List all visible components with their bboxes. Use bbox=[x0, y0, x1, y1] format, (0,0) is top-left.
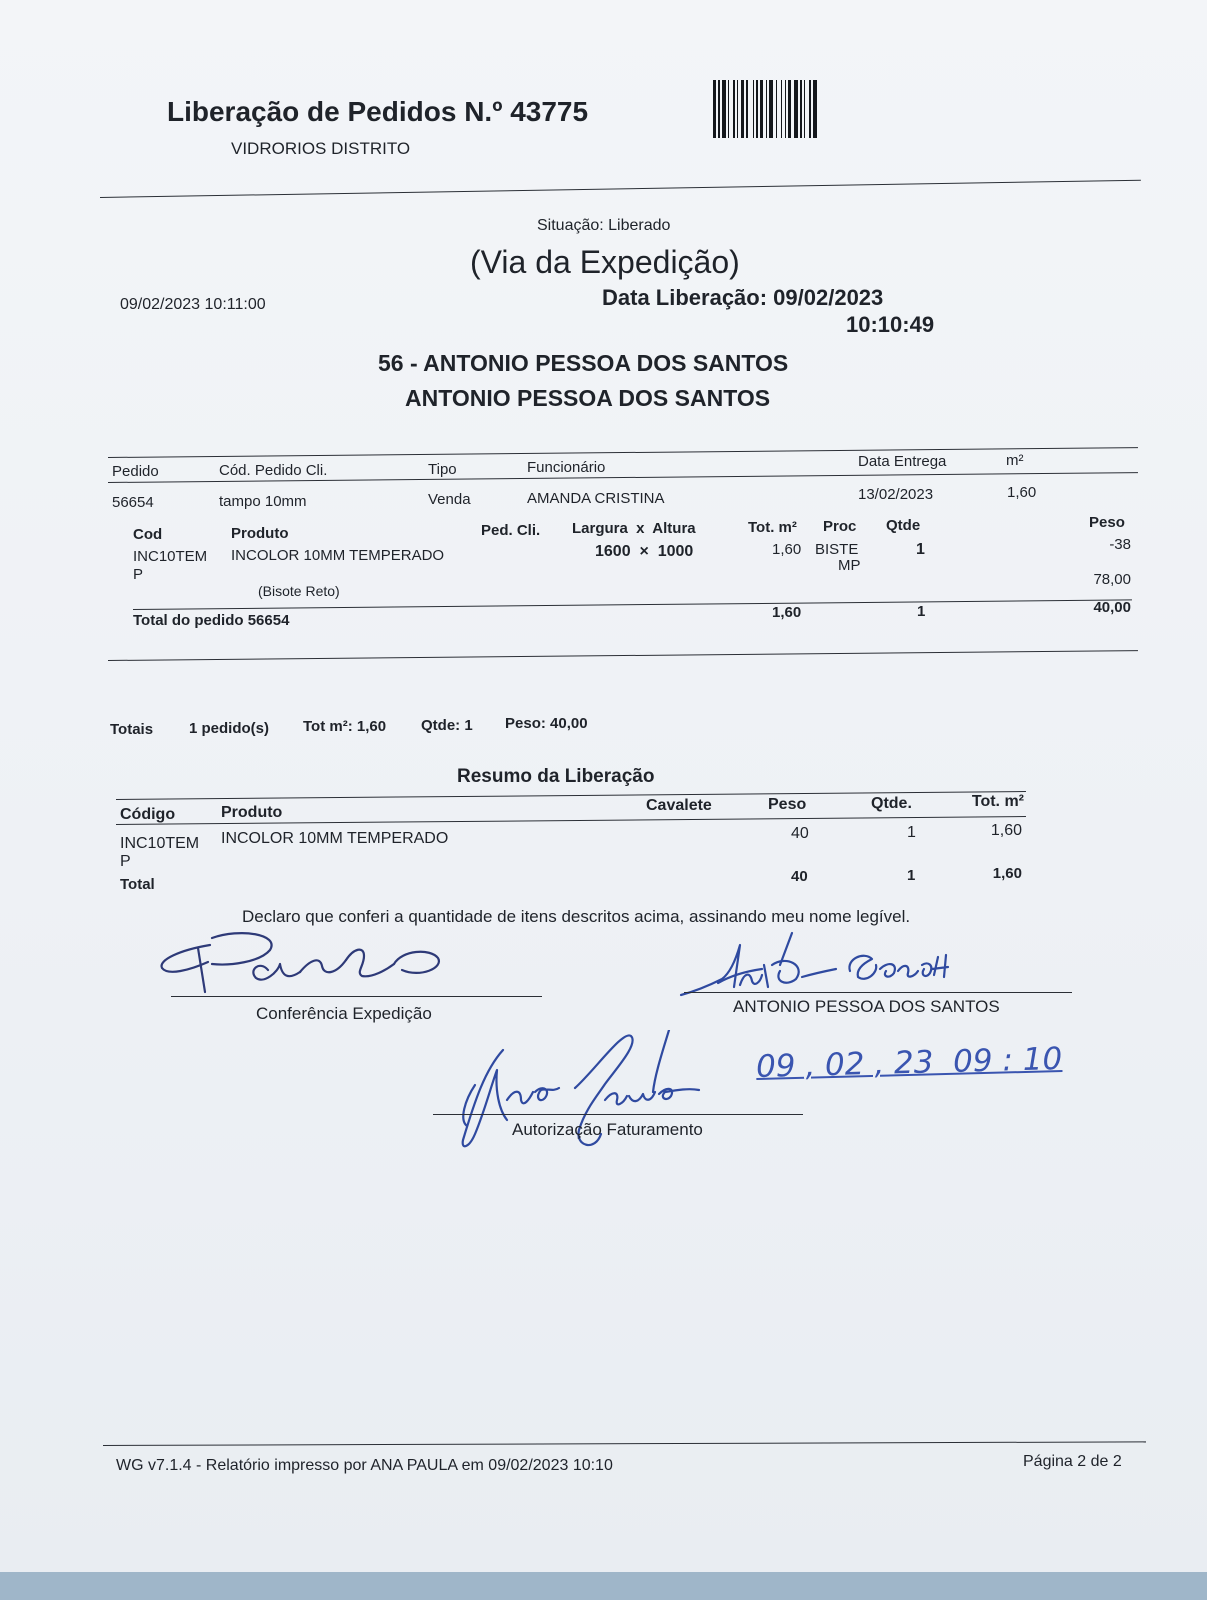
item-header-peso: Peso bbox=[1089, 514, 1125, 531]
situacao-status: Situação: Liberado bbox=[537, 217, 671, 234]
col-header-tipo: Tipo bbox=[428, 461, 457, 478]
order-total-qtde: 1 bbox=[917, 603, 926, 620]
barcode-bar bbox=[746, 80, 748, 138]
printed-datetime: 09/02/2023 10:11:00 bbox=[120, 296, 266, 313]
item-header-cod: Cod bbox=[133, 526, 163, 543]
summary-header-qtde: Qtde. bbox=[871, 795, 912, 812]
order-total-rule bbox=[133, 599, 1132, 610]
conferencia-line bbox=[171, 996, 542, 997]
barcode-bar bbox=[760, 80, 763, 138]
summary-tot-m2: 1,60 bbox=[990, 822, 1022, 839]
totals-qtde: Qtde: 1 bbox=[421, 717, 473, 734]
summary-header-tot-m2: Tot. m² bbox=[971, 793, 1024, 810]
order-pedido: 56654 bbox=[112, 494, 154, 511]
summary-total-qtde: 1 bbox=[907, 867, 916, 884]
summary-codigo-line1: INC10TEM bbox=[120, 835, 200, 852]
barcode-bar bbox=[766, 80, 767, 138]
item-header-produto: Produto bbox=[231, 525, 289, 542]
barcode-bar bbox=[781, 80, 782, 138]
barcode-bar bbox=[776, 80, 777, 138]
summary-header-cavalete: Cavalete bbox=[646, 797, 712, 814]
summary-header-produto: Produto bbox=[221, 804, 283, 821]
item-produto: INCOLOR 10MM TEMPERADO bbox=[231, 547, 445, 564]
col-header-m2: m² bbox=[1006, 452, 1024, 469]
order-data-entrega: 13/02/2023 bbox=[858, 486, 934, 503]
summary-produto: INCOLOR 10MM TEMPERADO bbox=[221, 830, 449, 847]
item-proc-line1: BISTE bbox=[815, 541, 859, 558]
col-header-funcionario: Funcionário bbox=[527, 459, 606, 476]
client-signature-label: ANTONIO PESSOA DOS SANTOS bbox=[733, 997, 1000, 1016]
totals-peso: Peso: 40,00 bbox=[505, 715, 588, 732]
autorizacao-line bbox=[433, 1114, 803, 1115]
item-note: (Bisote Reto) bbox=[258, 583, 340, 599]
client-name-line2: ANTONIO PESSOA DOS SANTOS bbox=[405, 385, 771, 411]
item-header-proc: Proc bbox=[823, 518, 857, 535]
order-cod-pedido-cli: tampo 10mm bbox=[219, 493, 307, 510]
header-divider bbox=[100, 180, 1141, 198]
conferencia-label: Conferência Expedição bbox=[256, 1004, 432, 1023]
summary-header-peso: Peso bbox=[768, 796, 807, 813]
barcode bbox=[713, 80, 898, 147]
via-label: (Via da Expedição) bbox=[470, 244, 740, 280]
declaration-text: Declaro que conferi a quantidade de itens descritos acima, assinando meu nome legível. bbox=[242, 907, 911, 926]
footer-page: Página 2 de 2 bbox=[1023, 1453, 1122, 1470]
summary-total-peso: 40 bbox=[791, 868, 808, 885]
autorizacao-signature bbox=[455, 1030, 715, 1160]
item-dimensions: 1600 × 1000 bbox=[595, 543, 694, 560]
item-header-largura-altura: Largura x Altura bbox=[572, 520, 696, 537]
item-qtde: 1 bbox=[916, 541, 925, 558]
col-header-pedido: Pedido bbox=[112, 463, 159, 480]
footer-rule bbox=[103, 1441, 1146, 1446]
item-peso-top: -38 bbox=[1109, 536, 1131, 553]
order-total-label: Total do pedido 56654 bbox=[133, 612, 290, 629]
order-table-top-rule bbox=[108, 447, 1138, 458]
item-header-tot-m2: Tot. m² bbox=[748, 519, 797, 536]
barcode-bar bbox=[756, 80, 758, 138]
barcode-bar bbox=[728, 80, 729, 138]
item-cod-line1: INC10TEM bbox=[133, 548, 208, 565]
barcode-bar bbox=[813, 80, 817, 138]
summary-total-label: Total bbox=[120, 876, 155, 893]
order-total-tot-m2: 1,60 bbox=[772, 604, 802, 621]
totals-label: Totais bbox=[110, 721, 154, 738]
col-header-cod-pedido-cli: Cód. Pedido Cli. bbox=[219, 462, 328, 479]
conferencia-signature bbox=[150, 920, 460, 1000]
barcode-bar bbox=[733, 80, 735, 138]
order-total-peso: 40,00 bbox=[1093, 599, 1131, 616]
barcode-bar bbox=[722, 80, 726, 138]
summary-codigo-line2: P bbox=[120, 853, 131, 870]
item-cod-line2: P bbox=[133, 566, 144, 583]
order-tipo: Venda bbox=[428, 491, 471, 508]
handwritten-date: 09 , 02 , 23 09 : 10 bbox=[755, 1040, 1063, 1086]
barcode-bar bbox=[741, 80, 744, 138]
company-name: VIDRORIOS DISTRITO bbox=[231, 139, 411, 158]
barcode-bar bbox=[800, 80, 802, 138]
client-name-line1: 56 - ANTONIO PESSOA DOS SANTOS bbox=[378, 350, 789, 376]
barcode-bar bbox=[753, 80, 754, 138]
barcode-bar bbox=[769, 80, 773, 138]
item-tot-m2: 1,60 bbox=[772, 541, 802, 558]
barcode-bar bbox=[737, 80, 738, 138]
footer-printed-by: WG v7.1.4 - Relatório impresso por ANA PAULA em 09/02/2023 10:10 bbox=[116, 1457, 613, 1474]
barcode-bar bbox=[794, 80, 798, 138]
barcode-bar bbox=[809, 80, 811, 138]
item-peso-bottom: 78,00 bbox=[1093, 571, 1131, 588]
col-header-data-entrega: Data Entrega bbox=[858, 453, 947, 470]
barcode-bar bbox=[804, 80, 805, 138]
barcode-bar bbox=[713, 80, 716, 138]
item-proc-line2: MP bbox=[838, 557, 861, 574]
autorizacao-label: Autorização Faturamento bbox=[512, 1120, 703, 1139]
summary-peso: 40 bbox=[791, 825, 809, 842]
order-funcionario: AMANDA CRISTINA bbox=[527, 490, 665, 507]
barcode-bar bbox=[785, 80, 786, 138]
summary-header-codigo: Código bbox=[120, 806, 176, 823]
data-liberacao-time: 10:10:49 bbox=[846, 312, 935, 337]
data-liberacao: Data Liberação: 09/02/2023 bbox=[602, 285, 884, 310]
order-table-bottom-rule bbox=[108, 650, 1138, 661]
summary-total-tot-m2: 1,60 bbox=[992, 865, 1022, 882]
summary-qtde: 1 bbox=[907, 824, 916, 841]
client-signature-line bbox=[684, 992, 1072, 993]
summary-title: Resumo da Liberação bbox=[457, 766, 655, 787]
totals-tot-m2: Tot m²: 1,60 bbox=[303, 718, 387, 735]
item-header-qtde: Qtde bbox=[886, 517, 921, 534]
barcode-bar bbox=[788, 80, 791, 138]
client-signature bbox=[676, 925, 976, 1007]
barcode-bar bbox=[718, 80, 720, 138]
document-title: Liberação de Pedidos N.º 43775 bbox=[167, 96, 589, 127]
totals-pedidos: 1 pedido(s) bbox=[189, 720, 270, 737]
order-m2: 1,60 bbox=[1007, 484, 1037, 501]
item-header-ped-cli: Ped. Cli. bbox=[481, 522, 541, 539]
